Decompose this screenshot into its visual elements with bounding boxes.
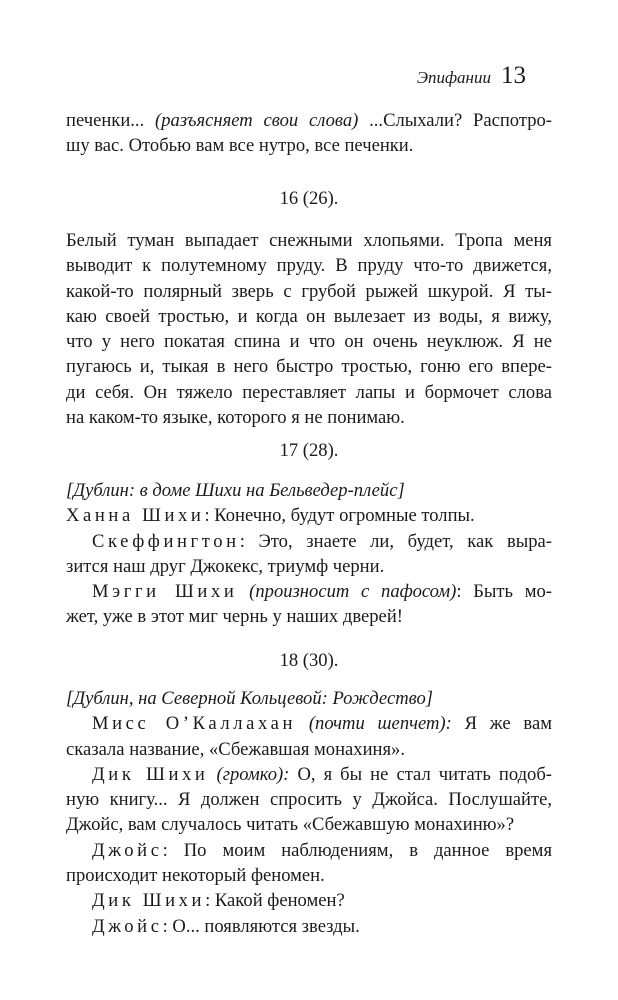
text-line: что у него покатая спина и что он очень неуклюж. Я не	[66, 331, 552, 353]
epiphany-number-18: 18 (30).	[279, 650, 339, 671]
stage-direction: (разъясняет свои слова)	[155, 110, 359, 131]
scene-setting: [Дублин: в доме Шихи на Бельведер-плейс]	[66, 480, 405, 501]
running-title: Эпифании	[416, 68, 491, 87]
speech-line: Мэгги Шихи (произносит с пафосом): Быть мо-	[92, 581, 552, 603]
speaker-name: Джойс	[92, 839, 163, 861]
speech-line: зится наш друг Джокекс, триумф черни.	[66, 555, 385, 577]
text-line: выводит к полутемному пруду. В пруду что-то движется,	[66, 255, 552, 277]
speaker-name: Мэгги Шихи	[92, 581, 238, 603]
speech-line: Джойс: О... появляются звезды.	[92, 915, 360, 937]
text-line: на каком-то языке, которого я не понимаю.	[66, 407, 405, 429]
text-line: пугаюсь и, тыкая в него быстро тростью, гоню его впере-	[66, 356, 552, 378]
speech-line: Скеффингтон: Это, знаете ли, будет, как выра-	[92, 530, 552, 552]
epiphany-number-16: 16 (26).	[279, 188, 339, 209]
stage-direction: (почти шепчет):	[296, 713, 452, 735]
page-number: 13	[501, 62, 526, 89]
text-line: шу вас. Отобью вам все нутро, все печенки.	[66, 135, 414, 157]
epiphany-number-17: 17 (28).	[279, 440, 339, 461]
text-line: какой-то полярный зверь с грубой рыжей шкурой. Я ты-	[66, 280, 552, 302]
text-line: ди себя. Он тяжело переставляет лапы и бормочет слова	[66, 381, 552, 403]
epiphany-17-text	[66, 478, 552, 630]
scene-setting: [Дублин, на Северной Кольцевой: Рождество]	[66, 688, 433, 709]
page-header	[417, 62, 526, 90]
speech-line: Дик Шихи: Какой феномен?	[92, 890, 345, 912]
stage-direction: (громко):	[208, 763, 290, 785]
speaker-name: Дик Шихи	[92, 890, 206, 912]
speech-line: происходит некоторый феномен.	[66, 865, 325, 887]
text-line: каю своей тростью, и когда он вылезает из воды, я вижу,	[66, 305, 552, 327]
text-line: Белый туман выпадает снежными хлопьями. Тропа меня	[66, 230, 552, 251]
speech-line: ную книгу... Я должен спросить у Джойса. Послушайте,	[66, 789, 552, 811]
speaker-name: Джойс	[92, 915, 163, 937]
text-line: печенки... (разъясняет свои слова) ...Слыхали? Распотро-	[66, 110, 552, 131]
speech-line: Джойс: По моим наблюдениям, в данное время	[92, 839, 552, 861]
speaker-name: Мисс О’Каллахан	[92, 713, 297, 735]
speaker-name: Дик Шихи	[92, 763, 209, 785]
speech-line: жет, уже в этот миг чернь у наших дверей!	[66, 606, 403, 628]
speech-line: Дик Шихи (громко): О, я бы не стал читать подоб-	[92, 763, 552, 785]
speaker-name: Скеффингтон	[92, 530, 240, 552]
paragraph-continuation	[66, 108, 552, 159]
speech-line: Ханна Шихи: Конечно, будут огромные толпы.	[66, 505, 475, 527]
speech-line: сказала название, «Сбежавшая монахиня».	[66, 738, 405, 760]
epiphany-16-text	[66, 228, 552, 430]
speech-line: Джойс, вам случалось читать «Сбежавшую монахиню»?	[66, 814, 515, 836]
speech-line: Мисс О’Каллахан (почти шепчет): Я же вам	[92, 713, 552, 735]
speaker-name: Ханна Шихи	[66, 505, 205, 527]
epiphany-18-text	[66, 686, 552, 939]
stage-direction: (произносит с пафосом)	[237, 581, 457, 603]
